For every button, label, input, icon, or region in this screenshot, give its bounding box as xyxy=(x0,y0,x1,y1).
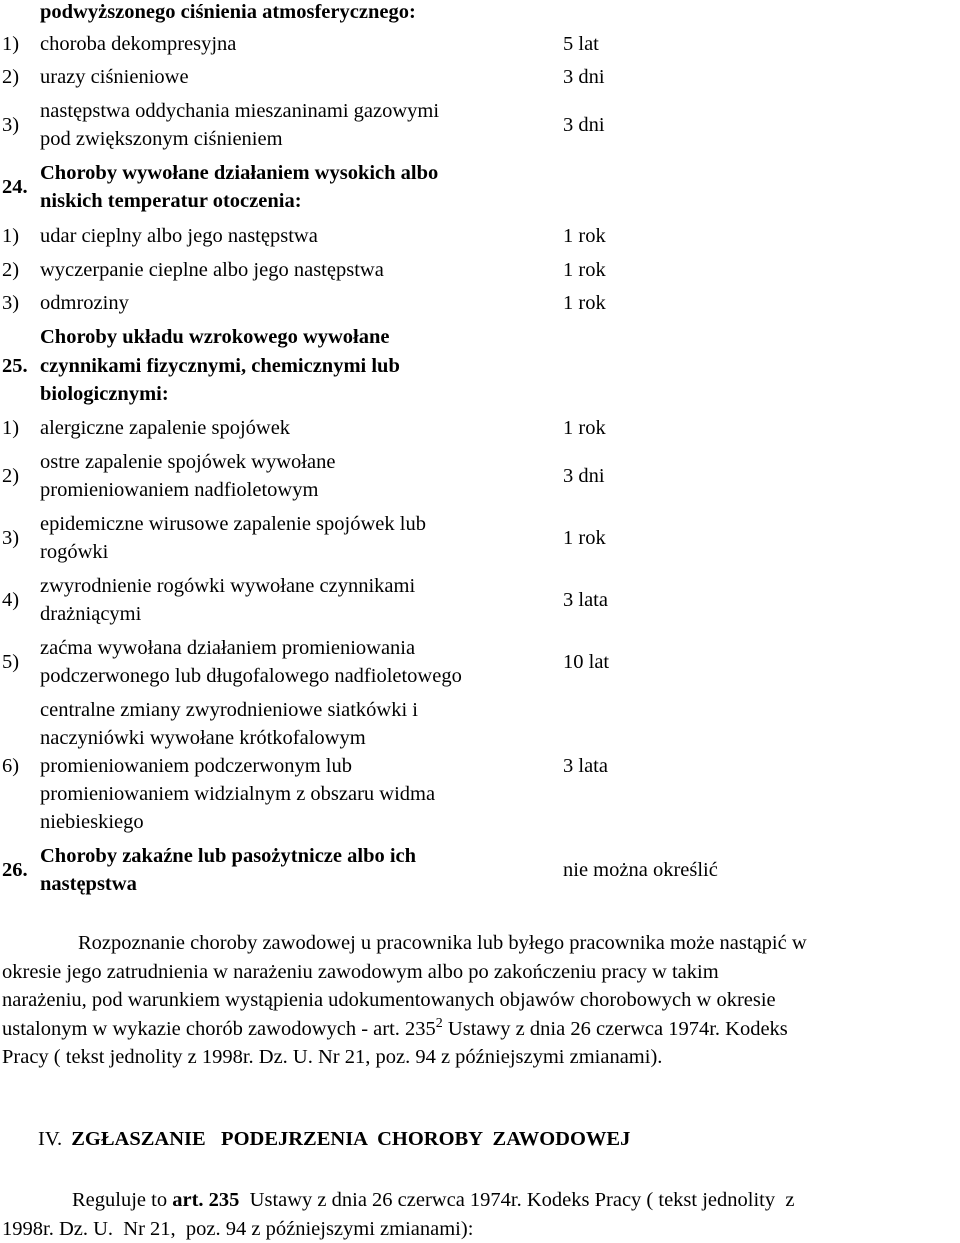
item-label-line1: zwyrodnienie rogówki wywołane czynnikami xyxy=(40,575,416,597)
item-label-line1: zaćma wywołana działaniem promieniowania xyxy=(40,637,416,659)
item-number: 1) xyxy=(2,417,20,439)
item-label-line1: ostre zapalenie spojówek wywołane xyxy=(40,451,336,473)
paragraph-line xyxy=(2,1186,952,1215)
section-title-line2: niskich temperatur otoczenia: xyxy=(40,190,302,212)
section-number: 25. xyxy=(2,355,28,377)
section-heading: podwyższonego ciśnienia atmosferycznego: xyxy=(40,1,416,23)
item-number: 1) xyxy=(2,225,20,247)
item-label-line2: drażniącymi xyxy=(40,603,142,625)
item-duration: 1 rok xyxy=(563,527,606,549)
section-title-line1: Choroby układu wzrokowego wywołane xyxy=(40,326,390,348)
section-title-line3: biologicznymi: xyxy=(40,383,169,405)
item-label-line2: rogówki xyxy=(40,541,109,563)
item-label: wyczerpanie cieplne albo jego następstwa xyxy=(40,259,384,281)
paragraph-line: 1998r. Dz. U. Nr 21, poz. 94 z późniejszymi zmianami): xyxy=(2,1217,474,1240)
regulation-paragraph xyxy=(2,1186,952,1243)
paragraph-bold-text: art. 235 xyxy=(172,1189,240,1211)
item-duration: 5 lat xyxy=(563,33,599,55)
section-title-line2: następstwa xyxy=(40,873,137,895)
item-number: 5) xyxy=(2,651,20,673)
item-duration: 1 rok xyxy=(563,292,606,314)
item-number: 3) xyxy=(2,292,20,314)
item-duration: 3 lata xyxy=(563,755,608,777)
section-iv-heading xyxy=(38,1128,630,1151)
item-label: udar cieplny albo jego następstwa xyxy=(40,225,318,247)
section-number: 26. xyxy=(2,859,28,881)
item-duration: 1 rok xyxy=(563,259,606,281)
item-label-line1: epidemiczne wirusowe zapalenie spojówek lub xyxy=(40,513,426,535)
paragraph-line: Rozpoznanie choroby zawodowej u pracownika lub byłego pracownika może nastąpić w xyxy=(78,932,807,954)
item-number: 3) xyxy=(2,114,20,136)
item-label-line1: następstwa oddychania mieszaninami gazowymi xyxy=(40,100,440,122)
item-label-line2: naczyniówki wywołane krótkofalowym xyxy=(40,727,366,749)
item-label-line2: promieniowaniem nadfioletowym xyxy=(40,479,319,501)
section-number: 24. xyxy=(2,176,28,198)
section-title-line1: Choroby zakaźne lub pasożytnicze albo ich xyxy=(40,845,417,867)
item-duration: 3 dni xyxy=(563,114,605,136)
item-label-line2: pod zwiększonym ciśnieniem xyxy=(40,128,283,150)
item-label-line1: centralne zmiany zwyrodnieniowe siatkówki i xyxy=(40,699,418,721)
paragraph-line xyxy=(2,1015,952,1044)
item-label-line5: niebieskiego xyxy=(40,811,144,833)
section-title-line2: czynnikami fizycznymi, chemicznymi lub xyxy=(40,355,400,377)
item-duration: 3 dni xyxy=(563,465,605,487)
paragraph-text: Ustawy z dnia 26 czerwca 1974r. Kodeks xyxy=(442,1017,788,1040)
item-duration: 3 lata xyxy=(563,589,608,611)
paragraph-text: Ustawy z dnia 26 czerwca 1974r. Kodeks Pracy ( tekst jednolity z xyxy=(239,1189,795,1211)
item-duration: 3 dni xyxy=(563,66,605,88)
item-label: alergiczne zapalenie spojówek xyxy=(40,417,291,439)
diagnosis-paragraph xyxy=(2,929,952,1072)
item-duration: 1 rok xyxy=(563,417,606,439)
item-number: 1) xyxy=(2,33,20,55)
item-number: 6) xyxy=(2,755,20,777)
item-number: 3) xyxy=(2,527,20,549)
item-number: 2) xyxy=(2,465,20,487)
item-number: 2) xyxy=(2,66,20,88)
item-label-line4: promieniowaniem widzialnym z obszaru widma xyxy=(40,783,436,805)
roman-numeral: IV. xyxy=(38,1128,63,1150)
item-label: urazy ciśnieniowe xyxy=(40,66,189,88)
item-duration: nie można określić xyxy=(563,859,718,881)
paragraph-text: ustalonym w wykazie chorób zawodowych - art. 235 xyxy=(2,1017,436,1040)
section-iv-title: ZGŁASZANIE PODEJRZENIA CHOROBY ZAWODOWEJ xyxy=(71,1128,631,1150)
paragraph-line: Pracy ( tekst jednolity z 1998r. Dz. U. Nr 21, poz. 94 z późniejszymi zmianami). xyxy=(2,1046,663,1069)
item-duration: 10 lat xyxy=(563,651,610,673)
item-number: 2) xyxy=(2,259,20,281)
item-label: odmroziny xyxy=(40,292,129,314)
paragraph-text: Reguluje to xyxy=(72,1189,173,1211)
superscript: 2 xyxy=(435,1015,443,1031)
item-number: 4) xyxy=(2,589,20,611)
item-label-line2: podczerwonego lub długofalowego nadfioletowego xyxy=(40,665,462,687)
item-label-line3: promieniowaniem podczerwonym lub xyxy=(40,755,352,777)
item-duration: 1 rok xyxy=(563,225,606,247)
item-label: choroba dekompresyjna xyxy=(40,33,237,55)
paragraph-line: okresie jego zatrudnienia w narażeniu zawodowym albo po zakończeniu pracy w takim xyxy=(2,960,719,983)
section-title-line1: Choroby wywołane działaniem wysokich albo xyxy=(40,162,439,184)
paragraph-line: narażeniu, pod warunkiem wystąpienia udokumentowanych objawów chorobowych w okresie xyxy=(2,989,776,1012)
